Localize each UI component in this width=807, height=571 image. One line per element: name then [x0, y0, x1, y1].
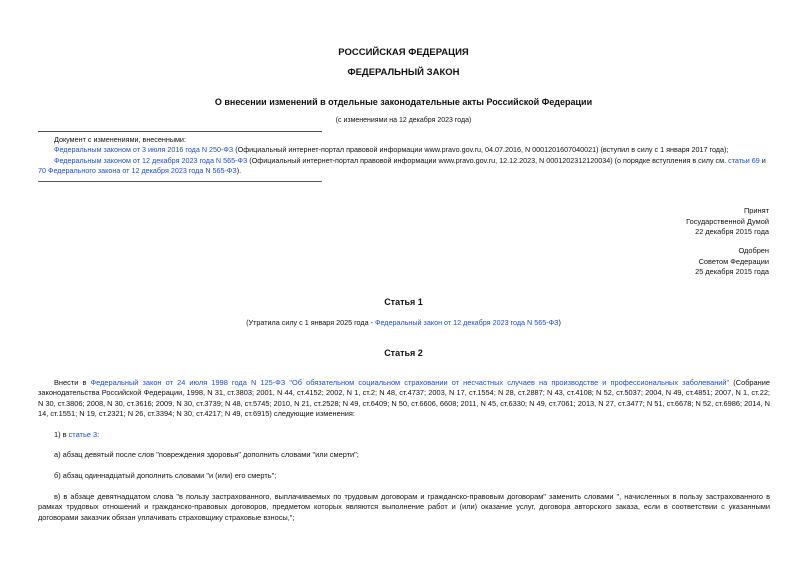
law-125fz-link[interactable]: Федеральный закон от 24 июля 1998 года N 125-ФЗ "Об обязательном социальном страховании от несчастных случаев на производстве и профессиональных заболеваний" — [90, 378, 730, 387]
article-2-intro: Внести в Федеральный закон от 24 июля 1998 года N 125-ФЗ "Об обязательном социальном страховании от несчастных случаев на производстве и профессиональных заболеваний" (Собрание законодательства Российской Федерации, 1998, N 31, ст.3803; 2001, N 44, ст.4152; 2002, N 1, ст.2; N 48, ст.4737; 2003, N 17, ст.1554; N 28, ст.2887; N 43, ст.4108; N 52, ст.5037; 2004, N 49, ст.4851; 2007, N 1, ст.22; N 30, ст.3806; 2008, N 30, ст.3616; 2009, N 30, ст.3739; N 48, ст.5745; 2010, N 21, ст.2528; N 49, ст.6409; N 50, ст.6606, 6608; 2011, N 45, ст.6330; N 49, ст.7061; 2013, N 27, ст.3477; N 51, ст.6678; N 52, ст.6986; 2014, N 14, ст.1551; N 19, ст.2321; N 26, ст.3394; N 30, ст.4217; N 49, ст.6915) следующие изменения: — [38, 378, 770, 419]
approved-block: Одобрен Советом Федерации 25 декабря 2015 года — [695, 246, 769, 276]
repeal-law-link[interactable]: Федеральный закон от 12 декабря 2023 года N 565-ФЗ — [374, 318, 559, 327]
article-3-link[interactable]: статье 3 — [68, 430, 98, 439]
item-b: б) абзац одиннадцатый дополнить словами "и (или) его смерть"; — [54, 471, 277, 480]
item-1: 1) в статье 3: — [54, 430, 100, 439]
changes-block — [38, 135, 770, 176]
article-1-heading: Статья 1 — [384, 297, 423, 307]
change-link-250fz[interactable]: Федеральным законом от 3 июля 2016 года N 250-ФЗ — [54, 145, 234, 155]
doc-type-heading: ФЕДЕРАЛЬНЫЙ ЗАКОН — [347, 67, 460, 78]
article-1-note: (Утратила силу с 1 января 2025 года - Федеральный закон от 12 декабря 2023 года N 565-ФЗ) — [246, 318, 561, 327]
adopted-block: Принят Государственной Думой 22 декабря 2015 года — [686, 206, 769, 236]
country-heading: РОССИЙСКАЯ ФЕДЕРАЦИЯ — [338, 47, 469, 58]
change-link-565fz[interactable]: Федеральным законом от 12 декабря 2023 года N 565-ФЗ — [54, 155, 248, 165]
change-item-2: Федеральным законом от 12 декабря 2023 года N 565-ФЗ (Официальный интернет-портал правовой информации www.pravo.gov.ru, 12.12.2023, N 0001202312120034) (о порядке вступления в силу см. статьи 69 и 70 Федерального закона от 12 декабря 2023 года N 565-ФЗ). — [38, 155, 766, 175]
item-c: в) в абзаце девятнадцатом слова "в пользу застрахованного, выплачиваемых по трудовым договорам и гражданско-правовым договорам" заменить словами ", начисленных в пользу застрахованного в рамках трудовых отношений и гражданско-правовых договоров, предметом которых являются выполнение работ и (или) оказание услуг, договора авторского заказа, если в соответствии с указанными договорами заказчик обязан уплачивать страховщику страховые взносы,"; — [38, 492, 770, 522]
top-divider — [38, 131, 322, 132]
change-item-1: Федеральным законом от 3 июля 2016 года N 250-ФЗ (Официальный интернет-портал правовой информации www.pravo.gov.ru, 04.07.2016, N 0001201607040021) (вступил в силу с 1 января 2017 года); — [54, 145, 729, 155]
changes-intro: Документ с изменениями, внесенными: — [54, 135, 186, 144]
document-title: О внесении изменений в отдельные законодательные акты Российской Федерации — [214, 97, 593, 107]
article-69-link[interactable]: статьи 69 — [728, 155, 760, 165]
item-a: а) абзац девятый после слов "повреждения здоровья" дополнить словами "или смерти"; — [54, 450, 359, 459]
bottom-divider — [38, 181, 322, 182]
article-70-link[interactable]: 70 Федерального закона от 12 декабря 2023 года N 565-ФЗ — [38, 165, 237, 175]
revision-note: (с изменениями на 12 декабря 2023 года) — [335, 117, 472, 124]
article-2-heading: Статья 2 — [384, 348, 423, 358]
